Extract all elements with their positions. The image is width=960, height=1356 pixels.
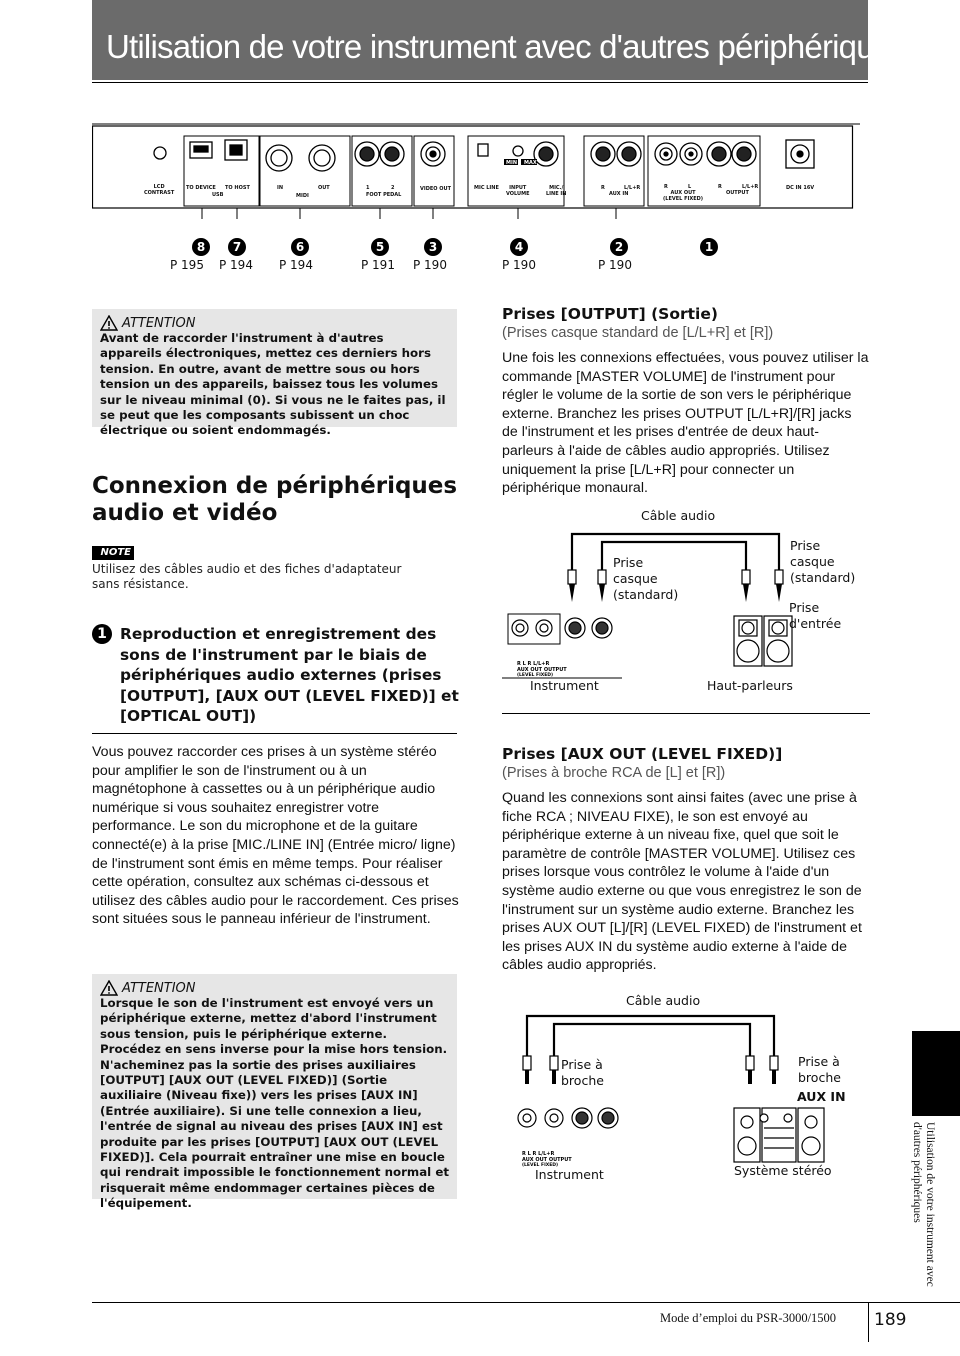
step-number: 1 [92, 624, 112, 644]
svg-text:R L R L/L+R: R L R L/L+R [522, 1151, 555, 1157]
midi-out-label: OUT [318, 185, 330, 191]
midi-label: MIDI [296, 193, 309, 199]
side-tab-label-wrap [900, 1122, 940, 1292]
note-text: Utilisez des câbles audio et des fiches d'adaptateur sans résistance. [92, 562, 402, 591]
output-r-label: R [718, 184, 722, 190]
to-host-label: TO HOST [225, 185, 250, 191]
output-l-label: L/L+R [742, 184, 759, 190]
footer-manual-title: Mode d’emploi du PSR-3000/1500 [660, 1311, 837, 1325]
svg-text:R L R L/L+R: R L R L/L+R [517, 661, 550, 667]
badge-8: 8 [192, 238, 210, 256]
min-label: MIN [506, 160, 518, 166]
caution-text-2: Lorsque le son de l'instrument est envoyé vers un périphérique externe, mettez d'abord l'instrument sous tension, puis le périphérique externe. Procédez en sens inverse pour la mise hors tension. N'acheminez pas la sortie des prises auxiliaires [OUTPUT] [AUX OUT (LEVEL FIXED)] (Sortie auxiliaire (Niveau fixe)) vers les prises [AUX IN] (Entrée auxiliaire). Si une telle connexion a lieu, l'entrée de signal au niveau des prises [AUX IN] est produite par les prises [OUTPUT] [AUX OUT (LEVEL FIXED)]. Cela pourrait entraîner une mise en boucle qui rendrait impossible le fonctionnement normal et risquerait même endommager certaines pièces de l'équipement. [100, 996, 449, 1211]
mic-line-in-label: MIC./ LINE IN [546, 185, 567, 197]
badge-3: 3 [424, 238, 442, 256]
output-heading: Prises [OUTPUT] (Sortie) [502, 305, 718, 323]
foot-pedal-label: FOOT PEDAL [366, 192, 402, 198]
svg-text:(LEVEL FIXED): (LEVEL FIXED) [517, 673, 554, 678]
output-label: OUTPUT [726, 190, 749, 196]
output-diagram-rule [502, 713, 870, 714]
caution-title: ATTENTION [122, 315, 196, 331]
aux-body: Quand les connexions sont ainsi faites (avec une prise à fiche RCA ; NIVEAU FIXE), le son est envoyé au périphérique externe à un niveau fixe, quel que soit le paramètre de contrôle [MASTER VOLUME]. Utilisez ces prises lorsque vous contrôlez le volume à l'aide d'un système audio externe ou que vous enregistrez le son de l'instrument sur un système audio externe. Branchez les prises AUX OUT [L]/[R] (LEVEL FIXED) de l'instrument et les prises AUX IN du système audio externe à l'aide de câbles audio appropriés. [502, 790, 862, 974]
footer-divider [868, 1302, 869, 1342]
midi-in-label: IN [277, 185, 284, 191]
note-label: NOTE [100, 547, 131, 558]
footer-rule [92, 1302, 960, 1303]
badge-7: 7 [228, 238, 246, 256]
aux-subheading: (Prises à broche RCA de [L] et [R]) [502, 765, 726, 781]
aux-in-r-label: R [601, 185, 605, 191]
title-rule [92, 82, 868, 83]
caution-heading-2 [100, 980, 449, 996]
page-ref-8: P 195 [170, 258, 204, 272]
title-bar [92, 0, 908, 80]
aux-in-label: AUX IN [609, 191, 629, 197]
aux-in-label: AUX IN [797, 1089, 846, 1104]
page-ref-4: P 190 [502, 258, 536, 272]
badge-2: 2 [610, 238, 628, 256]
step-title: Reproduction et enregistrement des sons de l'instrument par le biais de périphériques audio externes (prises [OUTPUT], [AUX OUT (LEVEL FIXED)] et [OPTICAL OUT]) [120, 625, 459, 726]
output-plug-right-label: Prise casque (standard) [790, 538, 856, 585]
output-input-jack-label: Prise d'entrée [789, 600, 842, 631]
page-ref-6: P 194 [279, 258, 313, 272]
foot2-label: 2 [391, 185, 395, 191]
aux-heading: Prises [AUX OUT (LEVEL FIXED)] [502, 745, 783, 763]
aux-plug-left-label: Prise à broche [561, 1057, 604, 1088]
aux-out-r-label: R [664, 184, 668, 190]
to-device-label: TO DEVICE [186, 185, 216, 191]
side-tab [912, 1031, 960, 1116]
side-tab-label: Utilisation de votre instrument avec d'autres périphériques [911, 1122, 936, 1287]
aux-out-l-label: L [688, 184, 692, 190]
aux-out-label: AUX OUT (LEVEL FIXED) [663, 190, 704, 202]
page-ref-2: P 190 [598, 258, 632, 272]
caution-title-2: ATTENTION [122, 980, 196, 996]
output-body: Une fois les connexions effectuées, vous pouvez utiliser la commande [MASTER VOLUME] de l'instrument pour régler le volume de la sortie de son vers le périphérique externe. Branchez les prises OUTPUT [L/L+R]/[R] jacks de l'instrument et les prises d'entrée de deux haut-parleurs à l'aide de câbles audio appropriés. Utilisez uniquement la prise [L/L+R] pour connecter un périphérique monaural. [502, 350, 869, 497]
output-instrument-label: Instrument [530, 678, 599, 693]
rear-panel-illustration [92, 104, 860, 219]
badge-4: 4 [510, 238, 528, 256]
page-ref-7: P 194 [219, 258, 253, 272]
aux-system-label: Système stéréo [734, 1163, 832, 1178]
max-label: MAX [524, 160, 537, 166]
input-volume-label: INPUT VOLUME [506, 185, 530, 197]
page-title: Utilisation de votre instrument avec d'autres périphériques [106, 28, 908, 65]
aux-plug-right-label: Prise à broche [798, 1054, 841, 1085]
caution-box-2 [92, 974, 457, 1211]
output-speakers-label: Haut-parleurs [707, 678, 793, 693]
output-plug-left-label: Prise casque (standard) [613, 555, 679, 602]
caution-heading [100, 315, 449, 331]
badge-6: 6 [291, 238, 309, 256]
step-rule [92, 733, 457, 734]
svg-text:AUX OUT OUTPUT: AUX OUT OUTPUT [517, 667, 567, 673]
caution-text: Avant de raccorder l'instrument à d'autres appareils électroniques, mettez ces derniers hors tension. En outre, avant de mettre sous ou hors tension un des appareils, baissez tous les volumes sur le niveau minimal (0). Si vous ne le faites pas, il se peut que les composants subissent un choc électrique ou soient endommagés. [100, 331, 446, 438]
output-subheading: (Prises casque standard de [L/L+R] et [R]) [502, 325, 774, 341]
aux-in-l-label: L/L+R [624, 185, 641, 191]
section-body: Vous pouvez raccorder ces prises à un système stéréo pour amplifier le son de l'instrument ou à un magnétophone à cassettes ou à un périphérique audio numérique si vous souhaitez enregistrer votre performance. Le son du microphone et de la guitare connecté(e) à la prise [MIC./LINE IN] (Entrée micro/ ligne) de l'instrument sont émis en même temps. Pour réaliser cette opération, consultez aux schémas ci-dessous et utilisez des câbles audio pour le raccordement. Ces prises sont situées sous le panneau inférieur de l'instrument. [92, 744, 459, 928]
badge-1: 1 [700, 238, 718, 256]
usb-label: USB [212, 192, 224, 198]
foot1-label: 1 [366, 185, 370, 191]
page-ref-5: P 191 [361, 258, 395, 272]
dc-in-label: DC IN 16V [786, 185, 815, 191]
video-out-label: VIDEO OUT [420, 186, 452, 192]
warning-icon [100, 315, 118, 331]
page-ref-3: P 190 [413, 258, 447, 272]
mic-line-label: MIC LINE [474, 185, 499, 191]
warning-icon [100, 980, 118, 996]
svg-text:AUX OUT OUTPUT: AUX OUT OUTPUT [522, 1157, 572, 1163]
lcd-contrast-label: LCD CONTRAST [144, 184, 175, 196]
output-cable-label: Câble audio [641, 508, 716, 523]
page-number: 189 [874, 1310, 907, 1330]
caution-box-1 [92, 309, 457, 438]
aux-instrument-label: Instrument [535, 1167, 604, 1182]
badge-5: 5 [371, 238, 389, 256]
section-title: Connexion de périphériques audio et vidéo [92, 473, 458, 526]
aux-cable-label: Câble audio [626, 993, 701, 1008]
svg-text:(LEVEL FIXED): (LEVEL FIXED) [522, 1163, 559, 1168]
note-badge [92, 546, 134, 560]
